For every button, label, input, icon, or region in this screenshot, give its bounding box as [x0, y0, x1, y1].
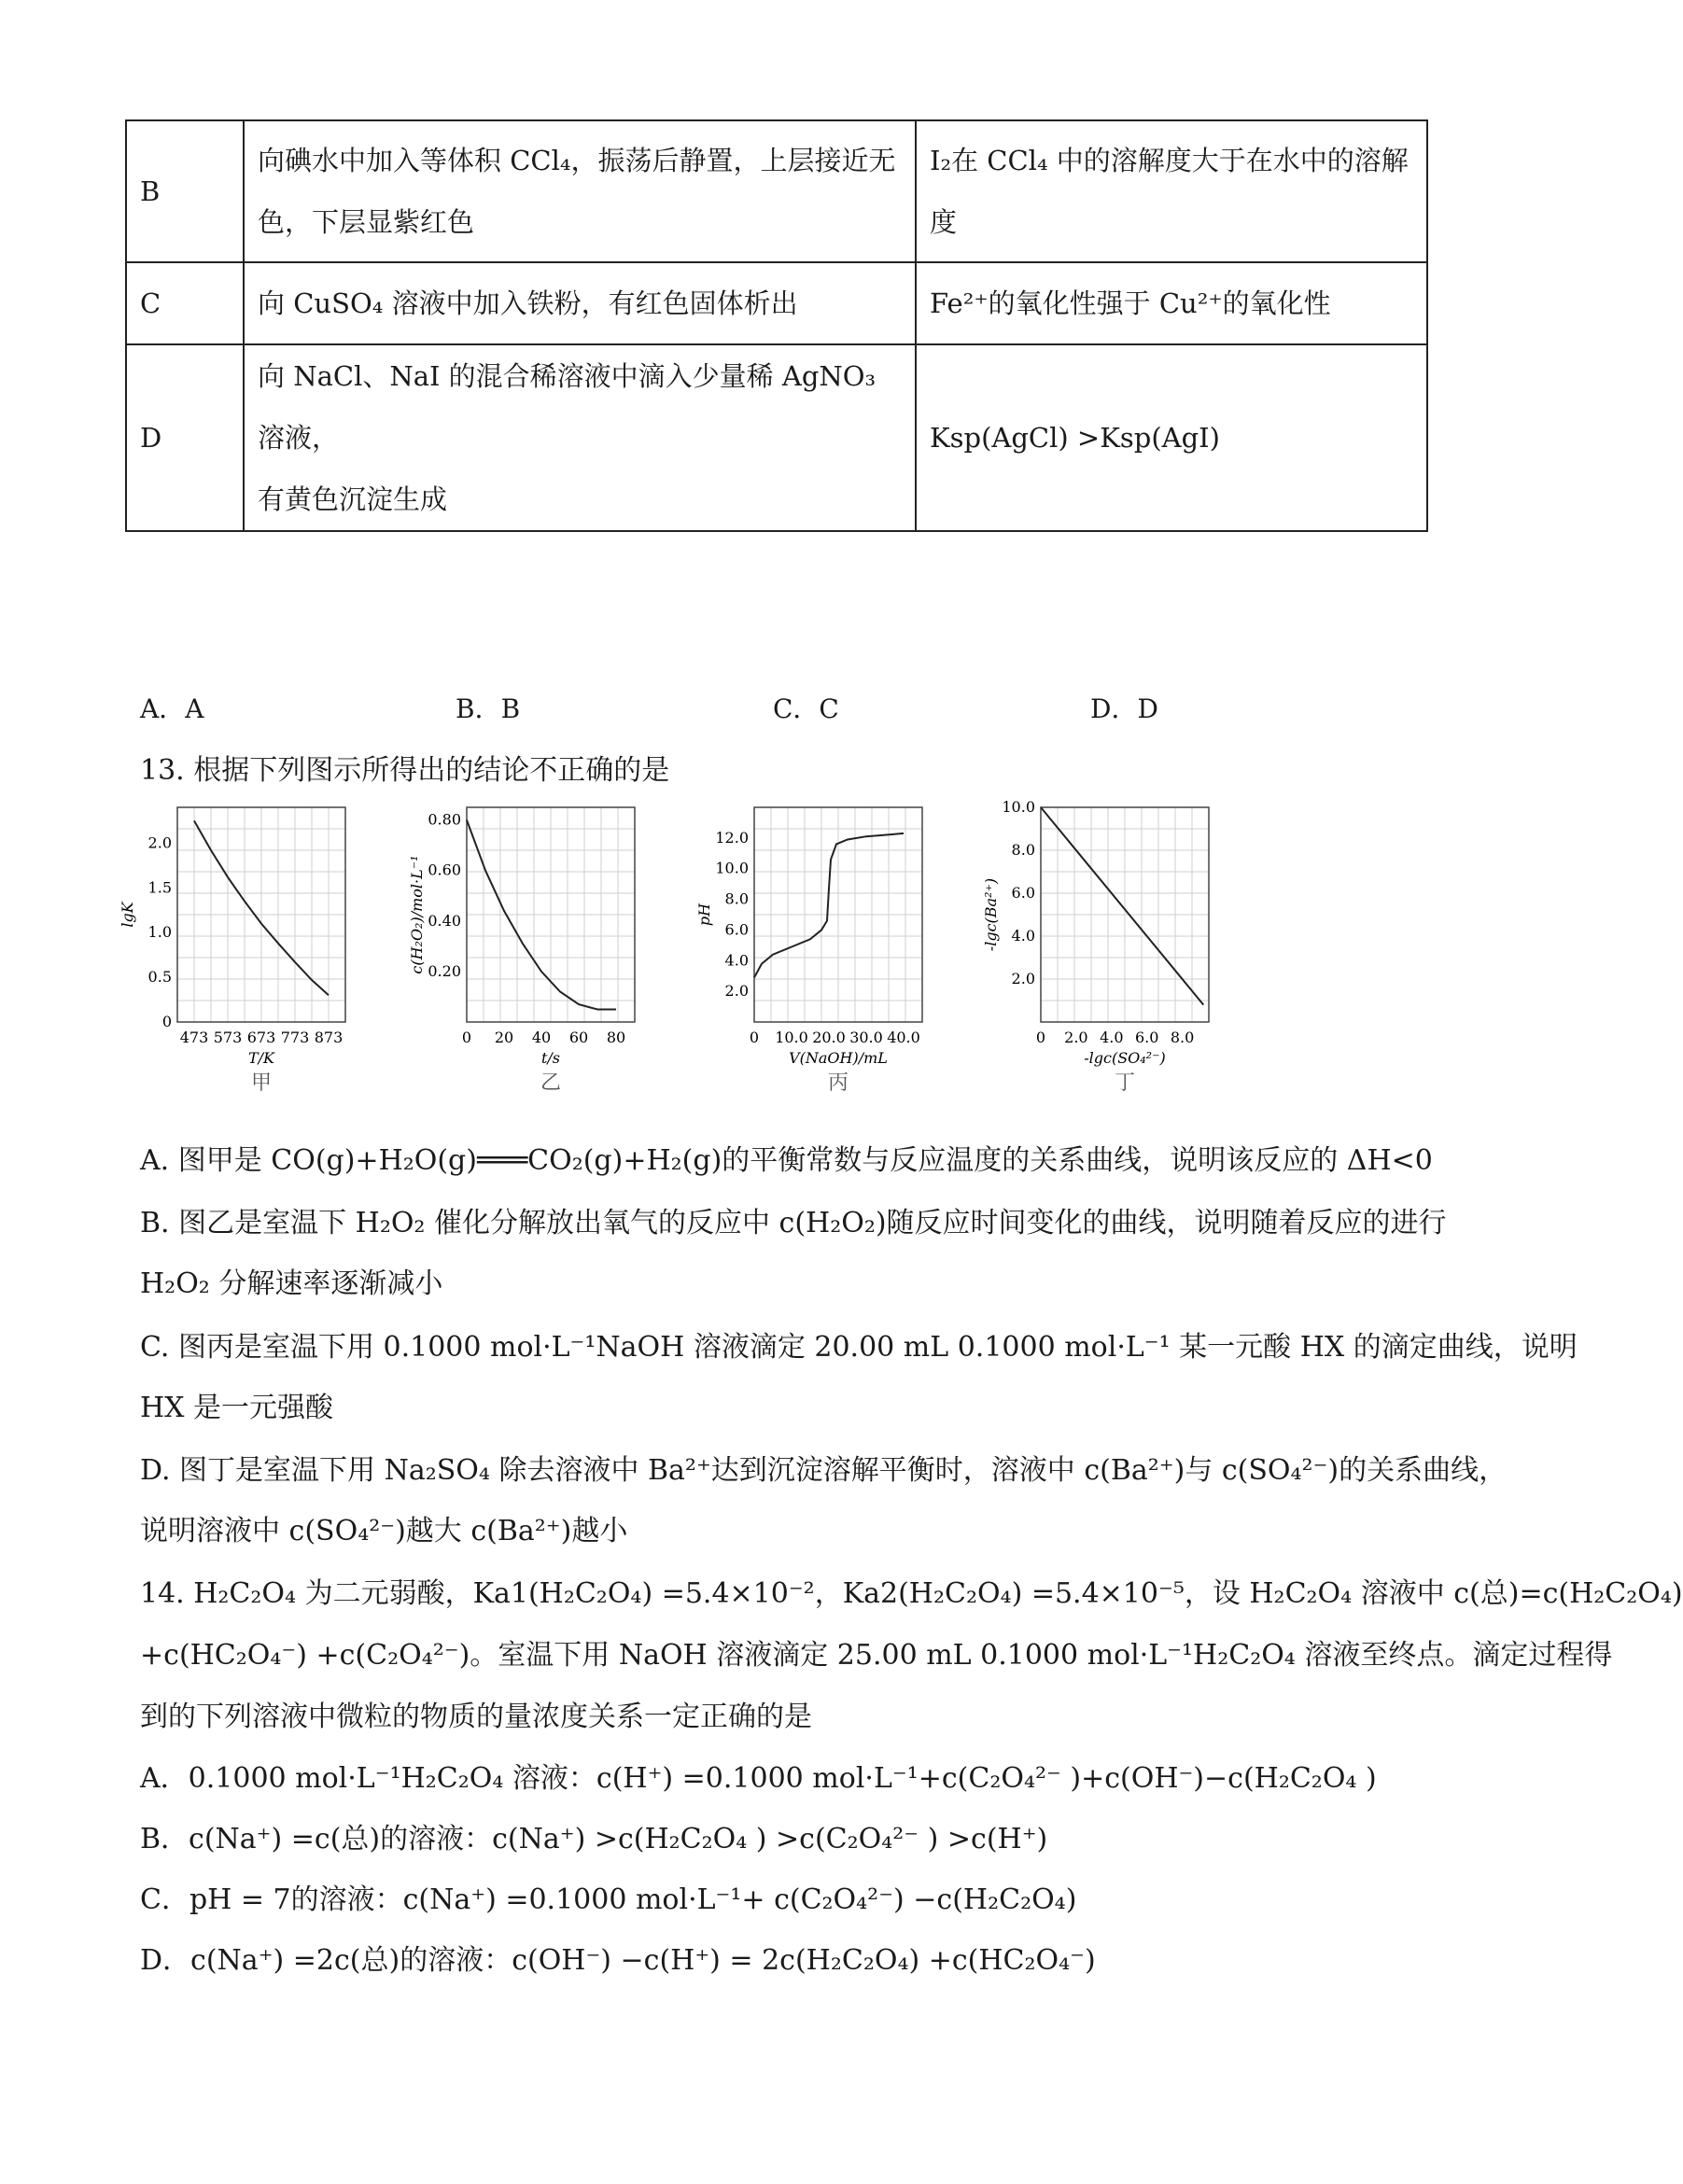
y-tick-label: 4.0 — [724, 951, 749, 970]
y-tick-label: 12.0 — [715, 828, 749, 847]
series-line — [1041, 807, 1203, 1005]
y-tick-label: 10.0 — [715, 859, 749, 877]
x-tick-label: 4.0 — [1100, 1029, 1124, 1046]
q13-option-d-cont: 说明溶液中 c(SO₄²⁻)越大 c(Ba²⁺)越小 — [140, 1515, 628, 1547]
q13-stem: 13. 根据下列图示所得出的结论不正确的是 — [140, 754, 670, 787]
chart-caption: 甲 — [250, 1071, 273, 1095]
y-tick-label: 2.0 — [1011, 970, 1035, 987]
y-axis-label: pH — [695, 903, 713, 927]
y-tick-label: 2.0 — [147, 833, 172, 852]
x-axis-label: V(NaOH)/mL — [789, 1049, 888, 1067]
x-axis-label: t/s — [540, 1049, 561, 1067]
table-row — [126, 344, 1427, 531]
charts-area — [119, 793, 1307, 1111]
q13-option-b-cont: H₂O₂ 分解速率逐渐减小 — [140, 1267, 443, 1300]
choice-a: A．A — [140, 693, 204, 724]
cell-line: 有黄色沉淀生成 — [258, 483, 448, 515]
experiment-cell — [244, 262, 916, 344]
x-tick-label: 673 — [246, 1029, 276, 1046]
cell-line: 向碘水中加入等体积 CCl₄，振荡后静置，上层接近无 — [258, 145, 896, 176]
conclusion-cell — [916, 120, 1427, 262]
y-tick-label: 2.0 — [724, 982, 749, 1001]
choice-b: B．B — [456, 693, 521, 724]
q14-option-d: D．c(Na⁺) =2c(总)的溶液：c(OH⁻) −c(H⁺) = 2c(H₂C₂O₄) +c(HC₂O₄⁻) — [140, 1944, 1096, 1977]
experiment-cell — [244, 344, 916, 531]
cell-line: Ksp(AgCl) >Ksp(AgI) — [930, 422, 1220, 454]
cell-line: 向 CuSO₄ 溶液中加入铁粉，有红色固体析出 — [258, 287, 798, 319]
q14-option-c: C．pH = 7的溶液：c(Na⁺) =0.1000 mol·L⁻¹+ c(C₂O₄²⁻) −c(H₂C₂O₄) — [140, 1883, 1077, 1916]
y-tick-label: 0.60 — [428, 861, 461, 879]
conclusion-cell — [916, 344, 1427, 531]
chart-2 — [408, 807, 635, 1095]
y-tick-label: 0 — [161, 1013, 172, 1030]
q14-stem-line1: 14. H₂C₂O₄ 为二元弱酸，Ka1(H₂C₂O₄) =5.4×10⁻²，Ka2(H₂C₂O₄) =5.4×10⁻⁵，设 H₂C₂O₄ 溶液中 c(总)=c(H₂C₂O₄) — [140, 1577, 1683, 1610]
q14-option-a: A．0.1000 mol·L⁻¹H₂C₂O₄ 溶液：c(H⁺) =0.1000 mol·L⁻¹+c(C₂O₄²⁻ )+c(OH⁻)−c(H₂C₂O₄ ) — [140, 1762, 1377, 1795]
q14-option-b: B．c(Na⁺) =c(总)的溶液：c(Na⁺) >c(H₂C₂O₄ ) >c(C₂O₄²⁻ ) >c(H⁺) — [140, 1823, 1048, 1855]
q13-option-a: A. 图甲是 CO(g)+H₂O(g)═══CO₂(g)+H₂(g)的平衡常数与反应温度的关系曲线，说明该反应的 ΔH<0 — [140, 1144, 1433, 1177]
x-tick-label: 20.0 — [812, 1029, 846, 1046]
table-row — [126, 120, 1427, 262]
chart-4 — [982, 798, 1209, 1095]
x-tick-label: 20 — [494, 1029, 514, 1046]
chart-3 — [695, 807, 922, 1095]
cell-line: 向 NaCl、NaI 的混合稀溶液中滴入少量稀 AgNO₃ 溶液， — [258, 360, 877, 454]
x-tick-label: 60 — [568, 1029, 589, 1046]
x-tick-label: 40 — [531, 1029, 552, 1046]
cell-line: 度 — [930, 206, 958, 238]
row-label: B — [126, 120, 244, 262]
x-tick-label: 8.0 — [1170, 1029, 1195, 1046]
options-table — [125, 119, 1428, 532]
x-axis-label: T/K — [247, 1049, 275, 1067]
x-tick-label: 6.0 — [1134, 1029, 1159, 1046]
conclusion-cell — [916, 262, 1427, 344]
x-tick-label: 80 — [606, 1029, 626, 1046]
y-tick-label: 6.0 — [1011, 884, 1035, 902]
y-axis-label: c(H₂O₂)/mol·L⁻¹ — [408, 855, 426, 974]
y-tick-label: 0.5 — [147, 968, 172, 987]
series-line — [754, 833, 904, 978]
y-axis-label: -lgc(Ba²⁺) — [982, 877, 1000, 952]
cell-line: 色，下层显紫红色 — [258, 206, 475, 238]
q13-option-c: C. 图丙是室温下用 0.1000 mol·L⁻¹NaOH 溶液滴定 20.00 mL 0.1000 mol·L⁻¹ 某一元酸 HX 的滴定曲线，说明 — [140, 1331, 1578, 1364]
chart-caption: 丙 — [827, 1071, 849, 1095]
x-tick-label: 773 — [280, 1029, 310, 1046]
chart-caption: 丁 — [1114, 1071, 1136, 1095]
x-axis-label: -lgc(SO₄²⁻) — [1084, 1049, 1166, 1067]
q14-stem-line3: 到的下列溶液中微粒的物质的量浓度关系一定正确的是 — [140, 1701, 812, 1733]
y-tick-label: 6.0 — [724, 920, 749, 939]
x-tick-label: 0 — [1035, 1029, 1046, 1046]
y-tick-label: 1.5 — [147, 878, 172, 897]
q13-option-c-cont: HX 是一元强酸 — [140, 1392, 334, 1424]
x-tick-label: 40.0 — [887, 1029, 920, 1046]
q14-stem-line2: +c(HC₂O₄⁻) +c(C₂O₄²⁻)。室温下用 NaOH 溶液滴定 25.00 mL 0.1000 mol·L⁻¹H₂C₂O₄ 溶液至终点。滴定过程得 — [140, 1639, 1613, 1672]
choice-d: D．D — [1090, 693, 1158, 724]
choice-c: C．C — [773, 693, 839, 724]
y-tick-label: 1.0 — [147, 923, 172, 942]
x-tick-label: 0 — [461, 1029, 472, 1046]
y-tick-label: 8.0 — [1011, 841, 1035, 859]
experiment-cell — [244, 120, 916, 262]
x-tick-label: 873 — [314, 1029, 344, 1046]
chart-caption: 乙 — [540, 1071, 562, 1095]
row-label: D — [126, 344, 244, 531]
x-tick-label: 30.0 — [849, 1029, 883, 1046]
chart-1 — [119, 807, 345, 1095]
q13-option-b: B. 图乙是室温下 H₂O₂ 催化分解放出氧气的反应中 c(H₂O₂)随反应时间变化的曲线，说明随着反应的进行 — [140, 1207, 1447, 1239]
y-tick-label: 0.40 — [428, 911, 461, 930]
y-tick-label: 4.0 — [1011, 927, 1035, 945]
x-tick-label: 473 — [179, 1029, 209, 1046]
x-tick-label: 2.0 — [1064, 1029, 1088, 1046]
cell-line: I₂在 CCl₄ 中的溶解度大于在水中的溶解 — [930, 145, 1409, 176]
cell-line: Fe²⁺的氧化性强于 Cu²⁺的氧化性 — [930, 287, 1331, 319]
y-tick-label: 0.80 — [428, 810, 461, 829]
y-tick-label: 0.20 — [428, 961, 461, 980]
x-tick-label: 0 — [749, 1029, 760, 1046]
y-axis-label: lgK — [119, 902, 136, 928]
y-tick-label: 8.0 — [724, 889, 749, 908]
y-tick-label: 10.0 — [1002, 798, 1035, 816]
q13-option-d: D. 图丁是室温下用 Na₂SO₄ 除去溶液中 Ba²⁺达到沉淀溶解平衡时，溶液中 c(Ba²⁺)与 c(SO₄²⁻)的关系曲线， — [140, 1454, 1508, 1487]
x-tick-label: 573 — [213, 1029, 243, 1046]
table-row — [126, 262, 1427, 344]
row-label: C — [126, 262, 244, 344]
x-tick-label: 10.0 — [775, 1029, 808, 1046]
